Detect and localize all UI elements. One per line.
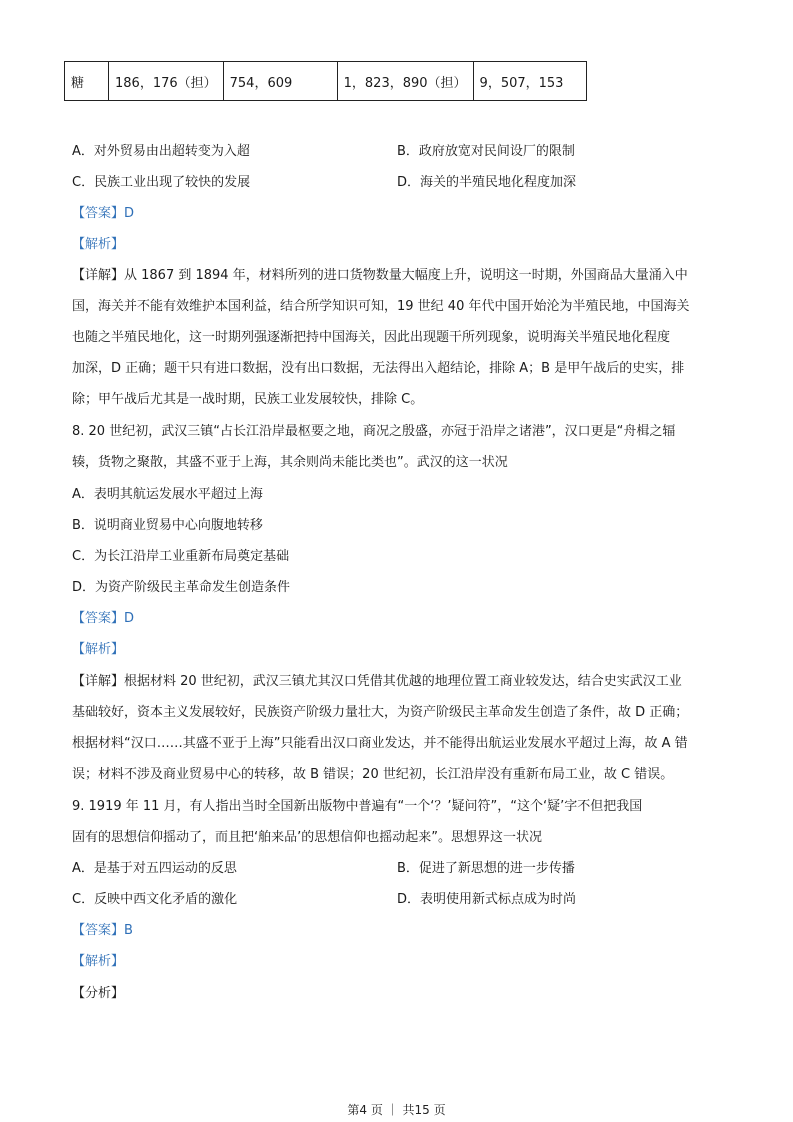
- q8-answer: 【答案】D: [72, 611, 135, 626]
- data-table: [64, 61, 587, 101]
- q7-detail-line: 【详解】从 1867 到 1894 年，材料所列的进口货物数量大幅度上升，说明这一时期，外国商品大量涌入中: [72, 268, 688, 283]
- q9-answer: 【答案】B: [72, 923, 133, 938]
- q9-stem-line: 固有的思想信仰摇动了，而且把‘舶来品’的思想信仰也摇动起来”。思想界这一状况: [72, 830, 543, 845]
- page-footer: 第4 页 ｜ 共15 页: [347, 1103, 446, 1117]
- q7-detail-line: 国，海关并不能有效维护本国利益，结合所学知识可知，19 世纪 40 年代中国开始沦为半殖民地，中国海关: [72, 299, 690, 314]
- q9-stem: [72, 791, 722, 853]
- q7-option-d: D．海关的半殖民地化程度加深: [397, 175, 577, 190]
- q8-detail-line: 根据材料“汉口……其盛不亚于上海”只能看出汉口商业发达，并不能得出航运业发展水平超过上海，故 A 错: [72, 736, 688, 751]
- q8-stem-line: 辏，货物之聚散，其盛不亚于上海，其余则尚未能比类也”。武汉的这一状况: [72, 455, 508, 470]
- q9-option-d: D．表明使用新式标点成为时尚: [397, 892, 577, 907]
- q8-detail-line: 误；材料不涉及商业贸易中心的转移，故 B 错误；20 世纪初，长江沿岸没有重新布局工业，故 C 错误。: [72, 767, 674, 782]
- table-cell: 754，609: [223, 62, 337, 101]
- table-row: [65, 62, 587, 101]
- q8-detail-line: 基础较好，资本主义发展较好，民族资产阶级力量壮大，为资产阶级民主革命发生创造了条件，故 D 正确；: [72, 705, 689, 720]
- q7-detail-line: 也随之半殖民地化，这一时期列强逐渐把持中国海关，因此出现题干所列现象，说明海关半殖民地化程度: [72, 330, 671, 345]
- q9-option-c: C．反映中西文化矛盾的激化: [72, 892, 238, 907]
- q8-option-c: C．为长江沿岸工业重新布局奠定基础: [72, 549, 290, 564]
- q8-option-a: A．表明其航运发展水平超过上海: [72, 487, 263, 502]
- q8-option-b: B．说明商业贸易中心向腹地转移: [72, 518, 263, 533]
- q9-analysis-label: 【解析】: [72, 954, 125, 969]
- q8-analysis-label: 【解析】: [72, 642, 125, 657]
- q9-stem-line: 9. 1919 年 11 月，有人指出当时全国新出版物中普遍有“一个‘？’疑问符”，“这个‘疑’字不但把我国: [72, 799, 643, 814]
- q7-option-a: A．对外贸易由出超转变为入超: [72, 144, 250, 159]
- q8-stem: [72, 416, 722, 478]
- q7-option-b: B．政府放宽对民间设厂的限制: [397, 144, 575, 159]
- table-cell: 9，507，153: [473, 62, 586, 101]
- q7-detail-line: 加深，D 正确；题干只有进口数据，没有出口数据，无法得出入超结论，排除 A；B 是甲午战后的史实，排: [72, 361, 685, 376]
- table-cell: 1，823，890（担）: [337, 62, 473, 101]
- q7-option-c: C．民族工业出现了较快的发展: [72, 175, 251, 190]
- q7-analysis-label: 【解析】: [72, 237, 125, 252]
- q8-option-d: D．为资产阶级民主革命发生创造条件: [72, 580, 291, 595]
- q8-stem-line: 8. 20 世纪初，武汉三镇“占长江沿岸最枢要之地，商况之殷盛，亦冠于沿岸之诸港”，汉口更是“舟楫之辐: [72, 424, 676, 439]
- q7-detail: [72, 260, 722, 415]
- table-cell: 糖: [65, 62, 109, 101]
- q9-option-b: B．促进了新思想的进一步传播: [397, 861, 575, 876]
- table-cell: 186，176（担）: [109, 62, 224, 101]
- q7-detail-line: 除；甲午战后尤其是一战时期，民族工业发展较快，排除 C。: [72, 392, 424, 407]
- q9-option-a: A．是基于对五四运动的反思: [72, 861, 237, 876]
- q9-analysis-heading: 【分析】: [72, 986, 125, 1001]
- q7-answer: 【答案】D: [72, 206, 135, 221]
- q8-detail: [72, 666, 722, 790]
- q8-detail-line: 【详解】根据材料 20 世纪初，武汉三镇尤其汉口凭借其优越的地理位置工商业较发达，结合史实武汉工业: [72, 674, 682, 689]
